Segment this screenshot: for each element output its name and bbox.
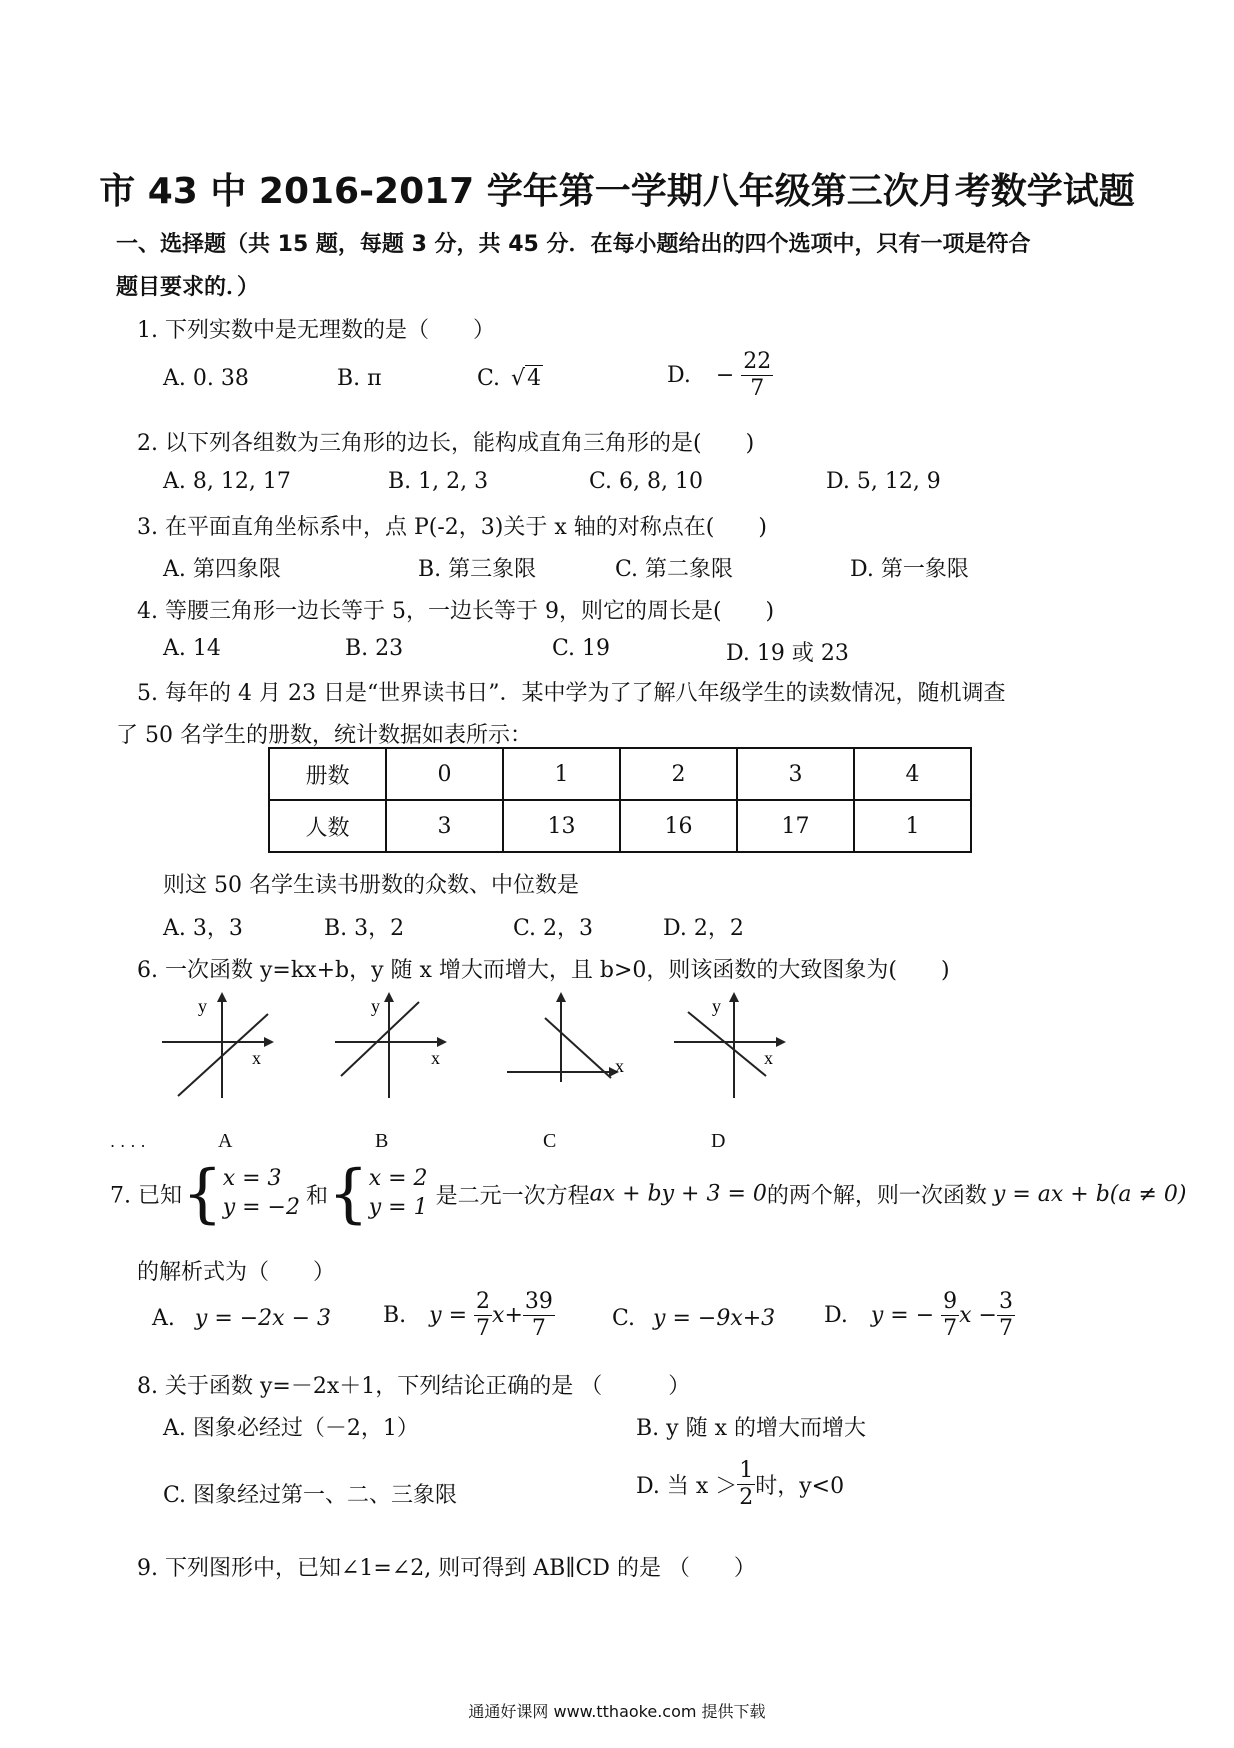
q5-stem-line1: 5. 每年的 4 月 23 日是“世界读书日”．某中学为了了解八年级学生的读数情况，随机调查: [137, 681, 1006, 706]
table-cell: 1: [503, 748, 620, 800]
q2-stem: 2. 以下列各组数为三角形的边长，能构成直角三角形的是( ): [137, 431, 755, 456]
page-title: 市 43 中 2016-2017 学年第一学期八年级第三次月考数学试题: [99, 171, 1135, 212]
q4-option-c: C. 19: [552, 636, 611, 661]
q3-option-a: A. 第四象限: [163, 557, 281, 582]
table-cell: 16: [620, 800, 737, 852]
q3-option-d: D. 第一象限: [850, 557, 969, 582]
axis-x-label: x: [252, 1048, 261, 1068]
axis-y-label: y: [371, 996, 380, 1016]
table-cell: 人数: [269, 800, 386, 852]
q5-option-d: D. 2，2: [663, 916, 744, 941]
table-cell: 1: [854, 800, 971, 852]
q8-option-d: D. 当 x ＞ $\frac{1}{2}$ 时，y<0: [636, 1458, 845, 1510]
table-cell: 3: [737, 748, 854, 800]
q3-option-c: C. 第二象限: [615, 557, 734, 582]
axis-y-label: y: [712, 996, 721, 1016]
q2-option-a: A. 8, 12, 17: [163, 469, 291, 494]
q5-option-b: B. 3，2: [324, 916, 405, 941]
q4-option-d: D. 19 或 23: [726, 641, 849, 666]
q2-option-c: C. 6, 8, 10: [589, 469, 703, 494]
q6-graph-a: [160, 990, 280, 1100]
q6-dots: . . . .: [110, 1132, 146, 1151]
q2-option-d: D. 5, 12, 9: [826, 469, 941, 494]
q7-option-a: A. y = −2x − 3: [152, 1306, 331, 1331]
axis-x-label: x: [764, 1048, 773, 1068]
table-cell: 0: [386, 748, 503, 800]
q6-stem: 6. 一次函数 y=kx+b，y 随 x 增大而增大，且 b>0，则该函数的大致图象为( ): [137, 958, 950, 983]
table-cell: 3: [386, 800, 503, 852]
q6-label-b: B: [375, 1130, 389, 1152]
q7-line2: 的解析式为（ ）: [137, 1260, 336, 1285]
q7-option-d: D. y = − $\frac{9}{7}$ x − $\frac{3}{7}$: [824, 1289, 1013, 1341]
q1-option-b: B. π: [337, 366, 382, 391]
q9-stem: 9. 下列图形中，已知∠1=∠2, 则可得到 AB∥CD 的是 （ ）: [137, 1556, 756, 1581]
table-row: [269, 748, 971, 800]
q8-option-c: C. 图象经过第一、二、三象限: [163, 1483, 458, 1508]
q1-option-d: D. − $\frac{22}{7}$: [667, 349, 772, 401]
q5-stem-line2: 了 50 名学生的册数，统计数据如表所示：: [116, 723, 532, 748]
table-cell: 13: [503, 800, 620, 852]
axis-x-label: x: [431, 1048, 440, 1068]
q6-graph-c: [505, 990, 630, 1100]
q3-stem: 3. 在平面直角坐标系中，点 P(-2，3)关于 x 轴的对称点在( ): [137, 515, 767, 540]
q1-option-c: C. √4: [477, 366, 542, 391]
axis-x-label: x: [615, 1056, 624, 1076]
table-row: [269, 800, 971, 852]
section-heading-line1: 一、选择题（共 15 题，每题 3 分，共 45 分．在每小题给出的四个选项中，只有一项是符合: [116, 232, 1031, 257]
q5-stats-table: [268, 747, 972, 853]
q5-option-a: A. 3，3: [163, 916, 243, 941]
q4-option-a: A. 14: [163, 636, 221, 661]
table-cell: 2: [620, 748, 737, 800]
q4-option-b: B. 23: [345, 636, 404, 661]
q4-stem: 4. 等腰三角形一边长等于 5，一边长等于 9，则它的周长是( ): [137, 599, 775, 624]
q5-follow: 则这 50 名学生读书册数的众数、中位数是: [163, 873, 579, 898]
q6-label-c: C: [543, 1130, 557, 1152]
q7-option-c: C. y = −9x+3: [612, 1306, 776, 1331]
q2-option-b: B. 1, 2, 3: [388, 469, 489, 494]
q6-label-d: D: [711, 1130, 726, 1152]
q8-stem: 8. 关于函数 y=－2x＋1，下列结论正确的是 （ ）: [137, 1374, 691, 1399]
axis-y-label: y: [198, 996, 207, 1016]
table-cell: 册数: [269, 748, 386, 800]
footer-credit: 通通好课网 www.tthaoke.com 提供下载: [468, 1702, 766, 1721]
q7-option-b: B. y = $\frac{2}{7}$ x+ $\frac{39}{7}$: [383, 1289, 553, 1341]
q8-option-b: B. y 随 x 的增大而增大: [636, 1416, 866, 1441]
q1-stem: 1. 下列实数中是无理数的是（ ）: [137, 318, 495, 343]
q8-option-a: A. 图象必经过（－2，1）: [163, 1416, 419, 1441]
q6-graph-d: [672, 990, 792, 1100]
q3-option-b: B. 第三象限: [418, 557, 537, 582]
q5-option-c: C. 2，3: [513, 916, 594, 941]
table-cell: 17: [737, 800, 854, 852]
q6-graph-b: [333, 990, 453, 1100]
section-heading-line2: 题目要求的．）: [116, 275, 260, 300]
q1-option-a: A. 0. 38: [163, 366, 249, 391]
q7-line1: 7. 已知{ x = 3 y = −2 和{ x = 2 y = 1 是二元一次方程ax + by + 3 = 0的两个解，则一次函数 y = ax + b(a ≠ 0): [110, 1157, 1187, 1231]
q6-label-a: A: [218, 1130, 233, 1152]
table-cell: 4: [854, 748, 971, 800]
